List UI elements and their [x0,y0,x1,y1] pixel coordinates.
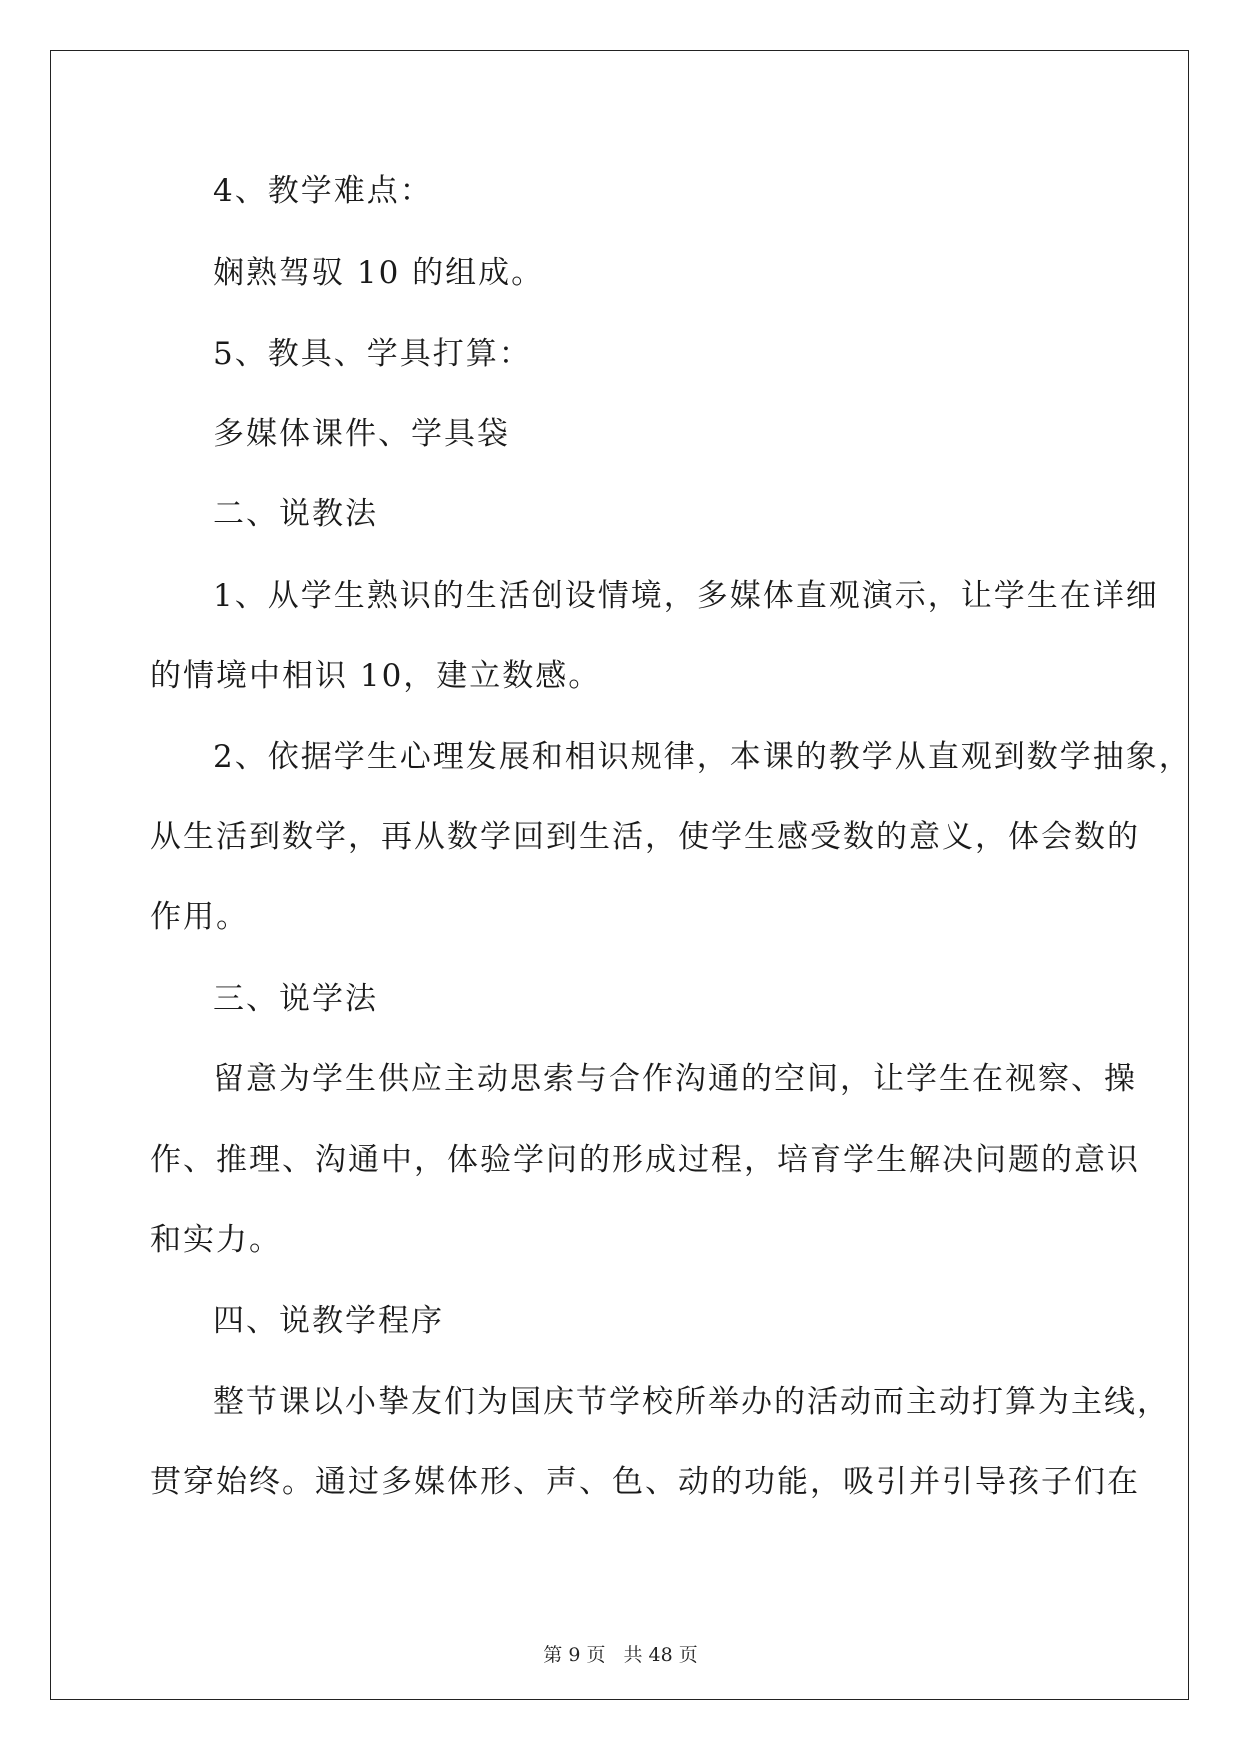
text-line: 作、推理、沟通中，体验学问的形成过程，培育学生解决问题的意识 [150,1142,1140,1178]
text-line: 2、依据学生心理发展和相识规律，本课的教学从直观到数学抽象， [213,739,1192,775]
text-line: 娴熟驾驭 10 的组成。 [213,255,545,291]
text-line: 和实力。 [150,1222,282,1258]
section-heading: 四、说教学程序 [213,1303,444,1339]
text-line: 贯穿始终。通过多媒体形、声、色、动的功能，吸引并引导孩子们在 [150,1464,1140,1500]
text-line: 作用。 [150,899,249,935]
text-line: 多媒体课件、学具袋 [213,416,510,452]
text-line: 从生活到数学，再从数学回到生活，使学生感受数的意义，体会数的 [150,819,1140,855]
page-number: 第 9 页 [543,1644,606,1666]
text-line: 的情境中相识 10，建立数感。 [150,658,602,694]
text-line: 留意为学生供应主动思索与合作沟通的空间，让学生在视察、操 [213,1061,1137,1097]
section-heading: 三、说学法 [213,981,378,1017]
page-border [50,50,1192,1700]
text-line: 5、教具、学具打算： [213,336,532,372]
section-heading: 二、说教法 [213,496,378,532]
text-line: 1、从学生熟识的生活创设情境，多媒体直观演示，让学生在详细 [213,578,1159,614]
text-line: 4、教学难点： [213,173,433,209]
text-line: 整节课以小挚友们为国庆节学校所举办的活动而主动打算为主线， [213,1384,1170,1420]
page-footer [0,1640,1241,1667]
page-total: 共 48 页 [623,1644,698,1666]
